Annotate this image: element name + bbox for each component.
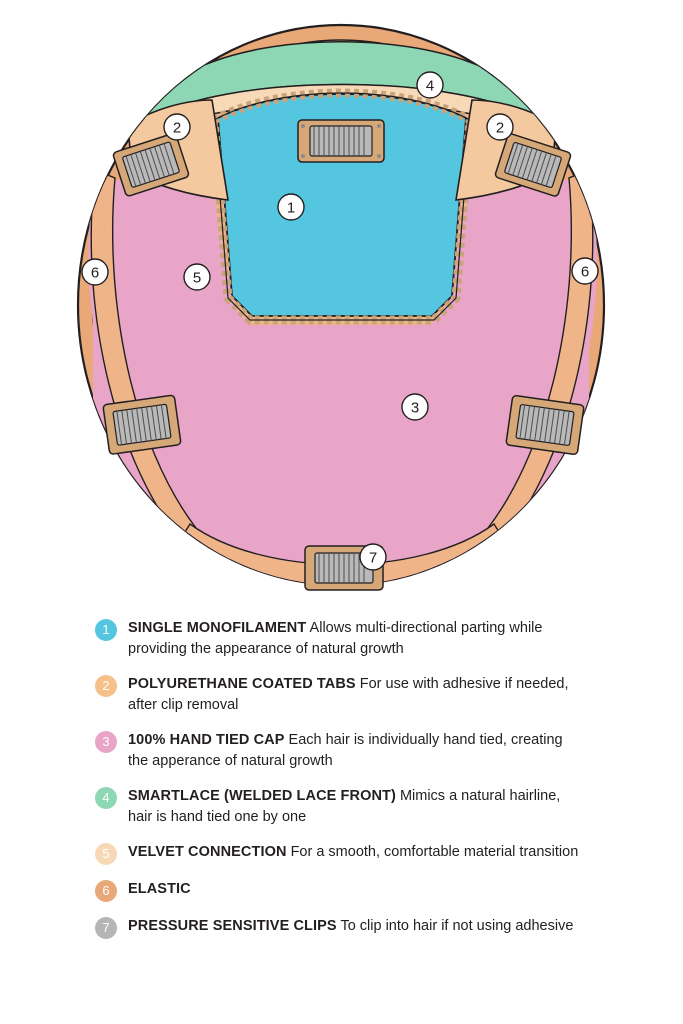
legend-item-4	[0, 786, 683, 828]
legend-term-7: PRESSURE SENSITIVE CLIPS	[128, 918, 337, 934]
legend-term-1: SINGLE MONOFILAMENT	[128, 620, 307, 636]
callout-1-label: 1	[286, 199, 296, 217]
callout-4-label: 4	[425, 77, 435, 95]
legend	[0, 610, 683, 939]
legend-badge-4: 4	[95, 787, 117, 809]
callout-7-label: 7	[368, 549, 378, 567]
legend-badge-6: 6	[95, 880, 117, 902]
legend-desc-7: To clip into hair if not using adhesive	[340, 918, 574, 934]
legend-desc-3: Each hair is individually hand tied, creating the apperance of natural growth	[128, 732, 563, 769]
legend-term-2: POLYURETHANE COATED TABS	[128, 676, 356, 692]
legend-desc-2: For use with adhesive if needed, after clip removal	[128, 676, 569, 713]
legend-item-5	[0, 842, 683, 865]
legend-badge-3: 3	[95, 731, 117, 753]
callout-5-label: 5	[192, 269, 202, 287]
callout-6-left-label: 6	[90, 264, 100, 282]
callout-4	[417, 72, 443, 98]
callout-1	[278, 194, 304, 220]
legend-item-7	[0, 916, 683, 939]
legend-text-5	[128, 842, 578, 863]
legend-badge-5: 5	[95, 843, 117, 865]
legend-term-4: SMARTLACE (WELDED LACE FRONT)	[128, 788, 396, 804]
callout-2-right-label: 2	[495, 119, 505, 137]
legend-text-2	[128, 674, 583, 716]
clip-lower-right	[506, 395, 584, 455]
legend-item-1	[0, 618, 683, 660]
legend-text-4	[128, 786, 583, 828]
legend-item-6	[0, 879, 683, 902]
callout-3	[402, 394, 428, 420]
clip-lower-left	[103, 395, 181, 455]
legend-badge-2: 2	[95, 675, 117, 697]
legend-item-3	[0, 730, 683, 772]
legend-desc-1: Allows multi-directional parting while providing the appearance of natural growth	[128, 620, 543, 657]
legend-term-5: VELVET CONNECTION	[128, 844, 287, 860]
legend-item-2	[0, 674, 683, 716]
callout-3-label: 3	[410, 399, 420, 417]
legend-badge-1: 1	[95, 619, 117, 641]
legend-term-3: 100% HAND TIED CAP	[128, 732, 285, 748]
legend-desc-4: Mimics a natural hairline, hair is hand tied one by one	[128, 788, 561, 825]
callout-5	[184, 264, 210, 290]
legend-badge-7: 7	[95, 917, 117, 939]
legend-text-7	[128, 916, 573, 937]
legend-desc-5: For a smooth, comfortable material transition	[290, 844, 579, 860]
callout-7	[360, 544, 386, 570]
callout-2-left	[164, 114, 190, 140]
callout-6-left	[82, 259, 108, 285]
callout-2-left-label: 2	[172, 119, 182, 137]
clip-top-center	[298, 120, 384, 162]
legend-text-3	[128, 730, 583, 772]
callout-6-right	[572, 258, 598, 284]
legend-text-6	[128, 879, 191, 900]
legend-text-1	[128, 618, 583, 660]
legend-term-6: ELASTIC	[128, 881, 191, 897]
callout-2-right	[487, 114, 513, 140]
callout-6-right-label: 6	[580, 263, 590, 281]
